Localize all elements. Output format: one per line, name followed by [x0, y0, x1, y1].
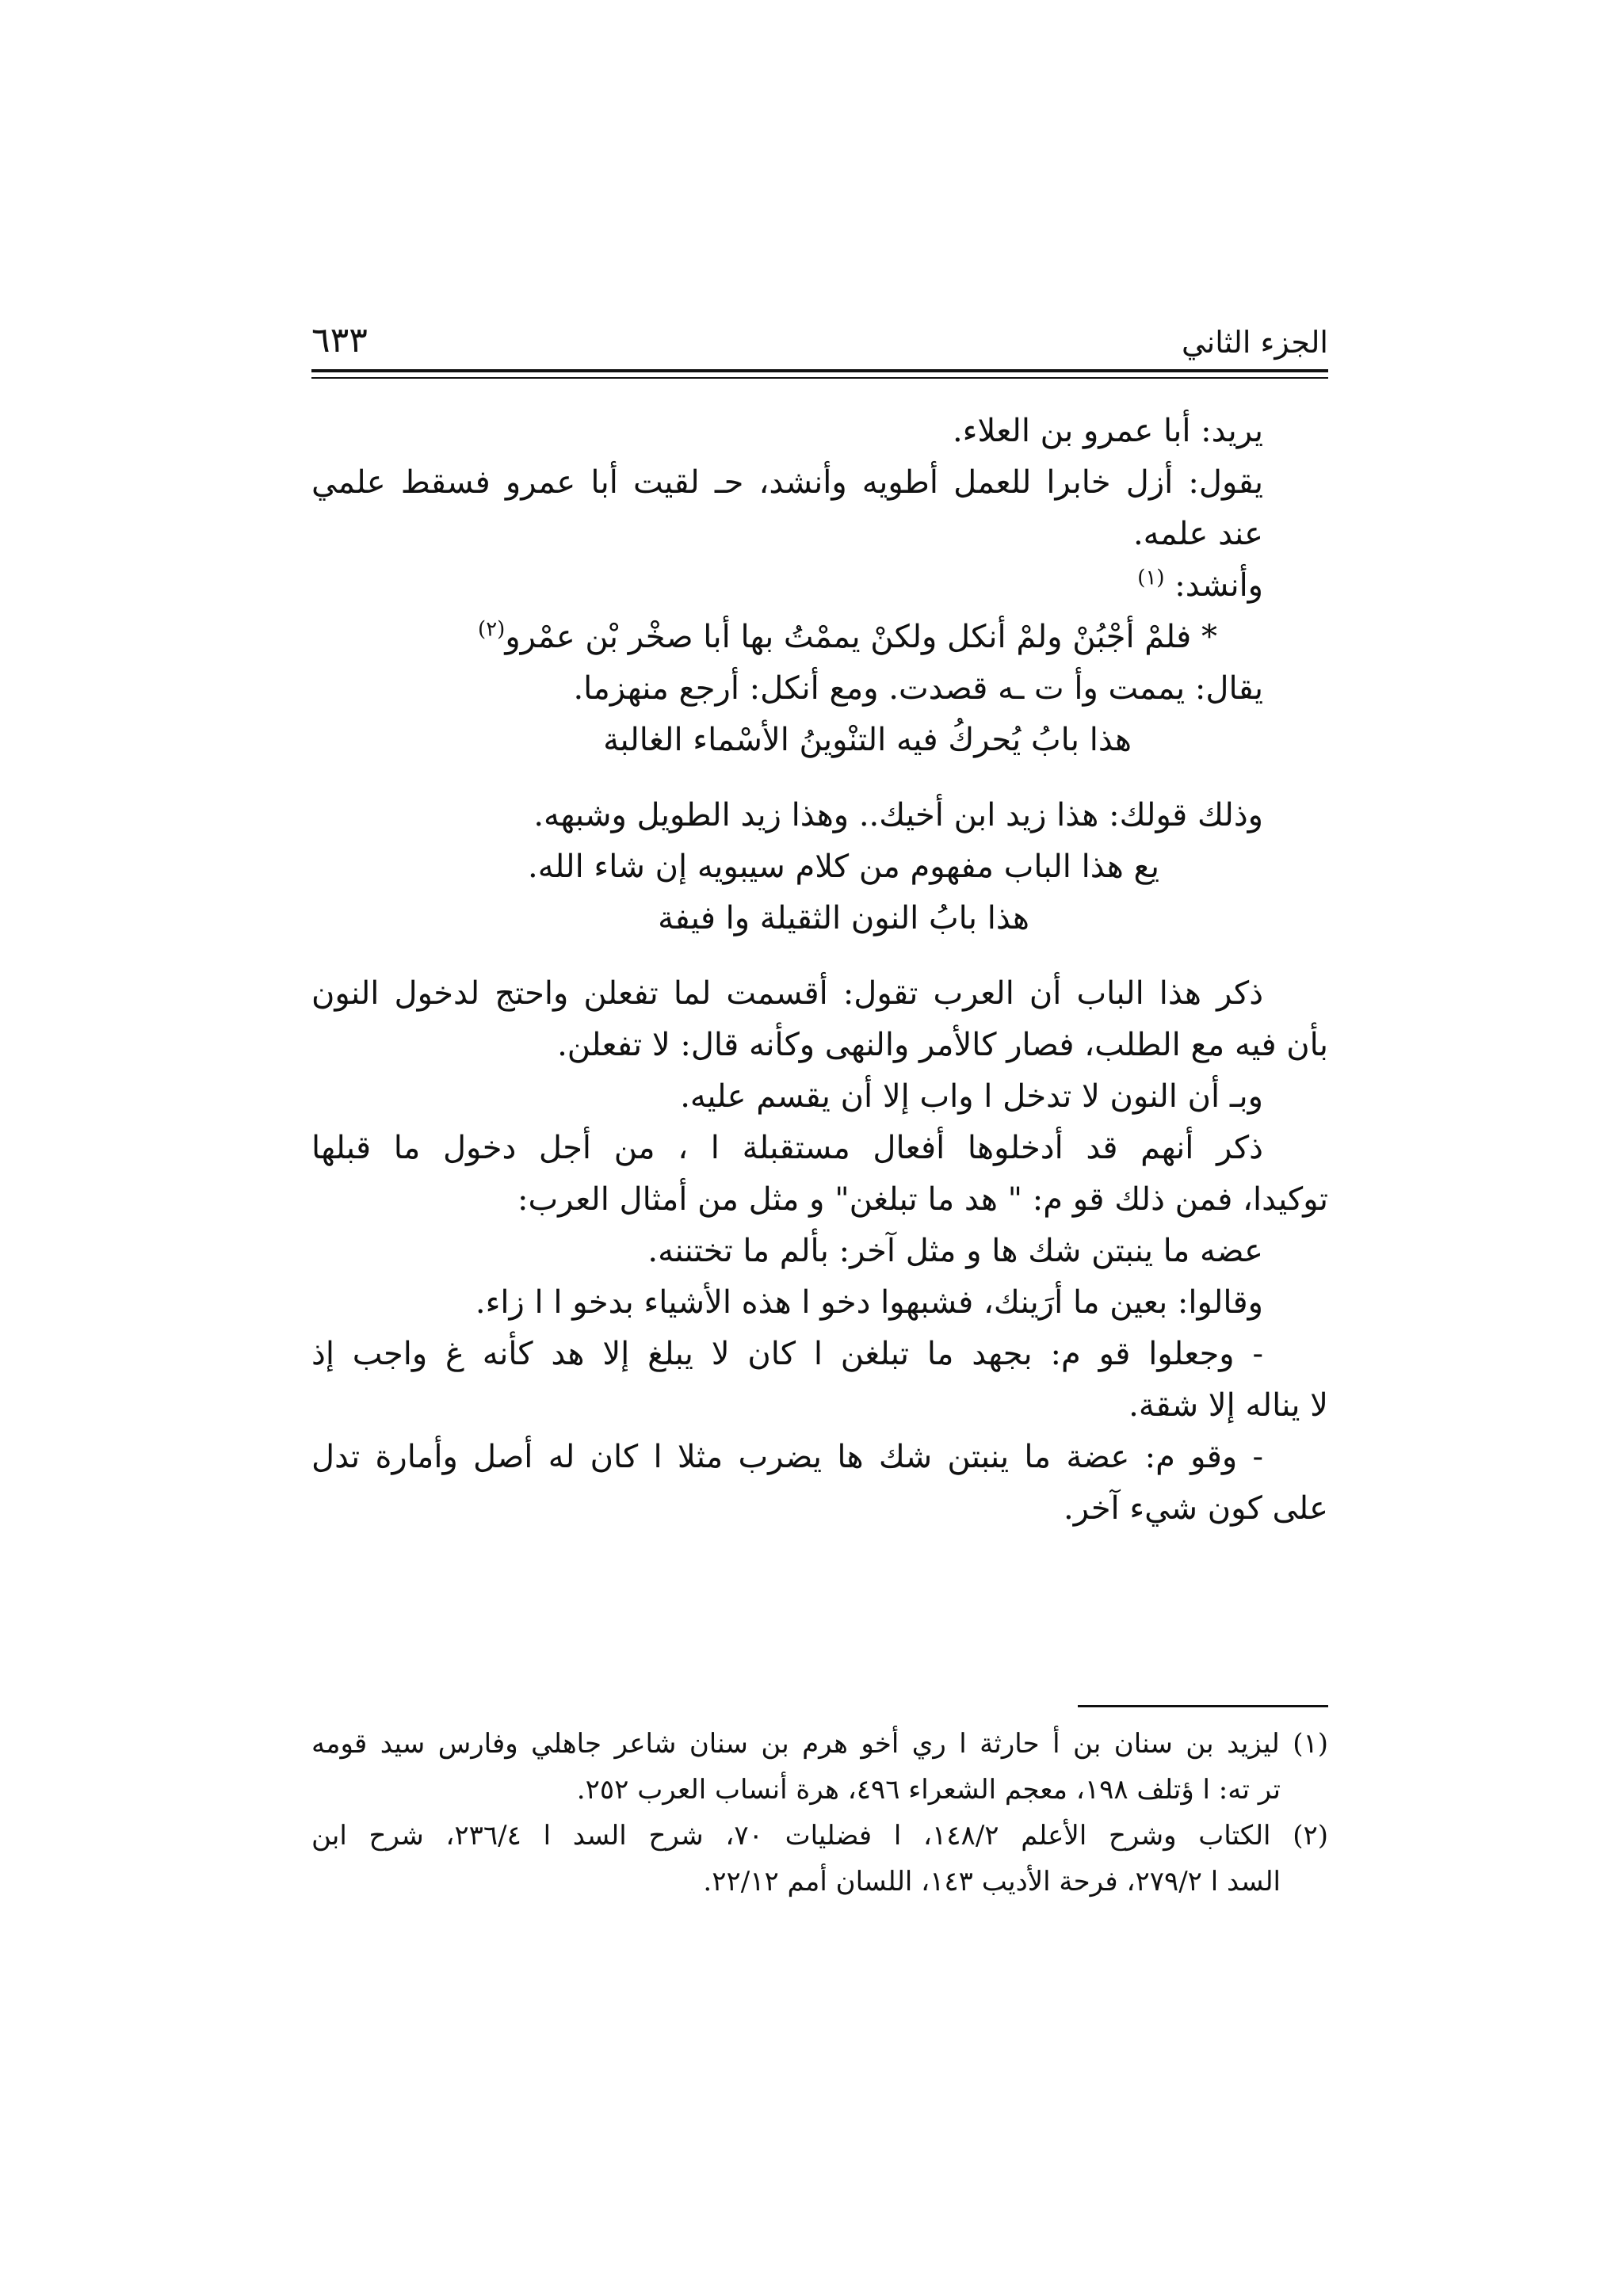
- text-line: وبـ أن النون لا تدخل ا واب إلا أن يقسم عليه.: [680, 1078, 1263, 1115]
- text-line: وذلك قولك: هذا زيد ابن أخيك.. وهذا زيد الطويل وشبهه.: [533, 797, 1263, 833]
- footnote-separator: [1078, 1705, 1328, 1707]
- text-span: وأنشد:: [1174, 567, 1263, 604]
- text-line: - وقو م: عضة ما ينبتن شك ها يضرب مثلا ا كان له أصل وأمارة تدل: [311, 1439, 1263, 1475]
- section-heading: هذا بابُ النون الثقيلة وا فيفة: [658, 900, 1029, 936]
- text-line: [311, 560, 1328, 612]
- header-title: الجزء الثاني: [1181, 325, 1328, 360]
- text-line: توكيدا، فمن ذلك قو م: " هد ما تبلغن" و مثل من أمثال العرب:: [517, 1181, 1328, 1218]
- page-number: ٦٣٣: [311, 320, 368, 360]
- text-line: عضه ما ينبتن شك ها و مثل آخر: بألم ما تختننه.: [647, 1233, 1263, 1269]
- text-line: لا يناله إلا شقة.: [1128, 1387, 1328, 1424]
- text-line: عند علمه.: [1132, 516, 1263, 552]
- footnote-line: (١) ليزيد بن سنان بن أ حارثة ا ري أخو هرم بن سنان شاعر جاهلي وفارس سيد قومه: [311, 1728, 1328, 1760]
- footnote-ref: (١): [1137, 566, 1165, 590]
- text-line: يقول: أزل خابرا للعمل أطويه وأنشد، حـ لقيت أبا عمرو فسقط علمي: [311, 464, 1263, 501]
- header-rule-thin: [311, 377, 1328, 379]
- text-line: يريد: أبا عمرو بن العلاء.: [952, 413, 1263, 449]
- text-line: وقالوا: بعين ما أرَينك، فشبهوا دخو ا هذه الأشياء بدخو ا ا زاء.: [475, 1284, 1263, 1321]
- footnote-line: (٢) الكتاب وشرح الأعلم ١٤٨/٢، ا فضليات ٧٠، شرح السد ا ٢٣٦/٤، شرح ابن: [311, 1820, 1329, 1852]
- main-text: [311, 406, 1328, 1535]
- verse-text: * فلمْ أجْبُنْ ولمْ أنكل ولكنْ يممْتُ بها أبا صخْر بْن عمْرو: [505, 619, 1217, 655]
- text-line: ذكر هذا الباب أن العرب تقول: أقسمت لما تفعلن واحتج لدخول النون: [311, 975, 1263, 1012]
- footnote-line: السد ا ٢٧٩/٢، فرحة الأديب ١٤٣، اللسان أمم ٢٢/١٢.: [703, 1866, 1281, 1897]
- footnote-line: تر ته: ا ؤتلف ١٩٨، معجم الشعراء ٤٩٦، هرة أنساب العرب ٢٥٢.: [576, 1774, 1281, 1806]
- text-line: على كون شيء آخر.: [1064, 1490, 1328, 1527]
- footnotes: [311, 1721, 1328, 1905]
- text-line: ذكر أنهم قد أدخلوها أفعال مستقبلة ا ، من أجل دخول ما قبلها: [311, 1130, 1263, 1166]
- text-line: - وجعلوا قو م: بجهد ما تبلغن ا كان لا يبلغ إلا هد كأنه غ واجب إذ: [311, 1336, 1263, 1372]
- text-line: يع هذا الباب مفهوم من كلام سيبويه إن شاء الله.: [528, 849, 1159, 885]
- text-line: بأن فيه مع الطلب، فصار كالأمر والنهى وكأنه قال: لا تفعلن.: [557, 1027, 1328, 1063]
- poem-verse: [311, 612, 1328, 663]
- running-header: [311, 317, 1328, 364]
- header-rule-thick: [311, 369, 1328, 372]
- text-line: يقال: يممت وأ ت ـه قصدت. ومع أنكل: أرجع منهزما.: [573, 670, 1263, 707]
- section-heading: هذا بابُ يُحركُ فيه التنْوينُ الأسْماء الغالبة: [603, 722, 1132, 758]
- footnote-ref: (٢): [478, 617, 506, 642]
